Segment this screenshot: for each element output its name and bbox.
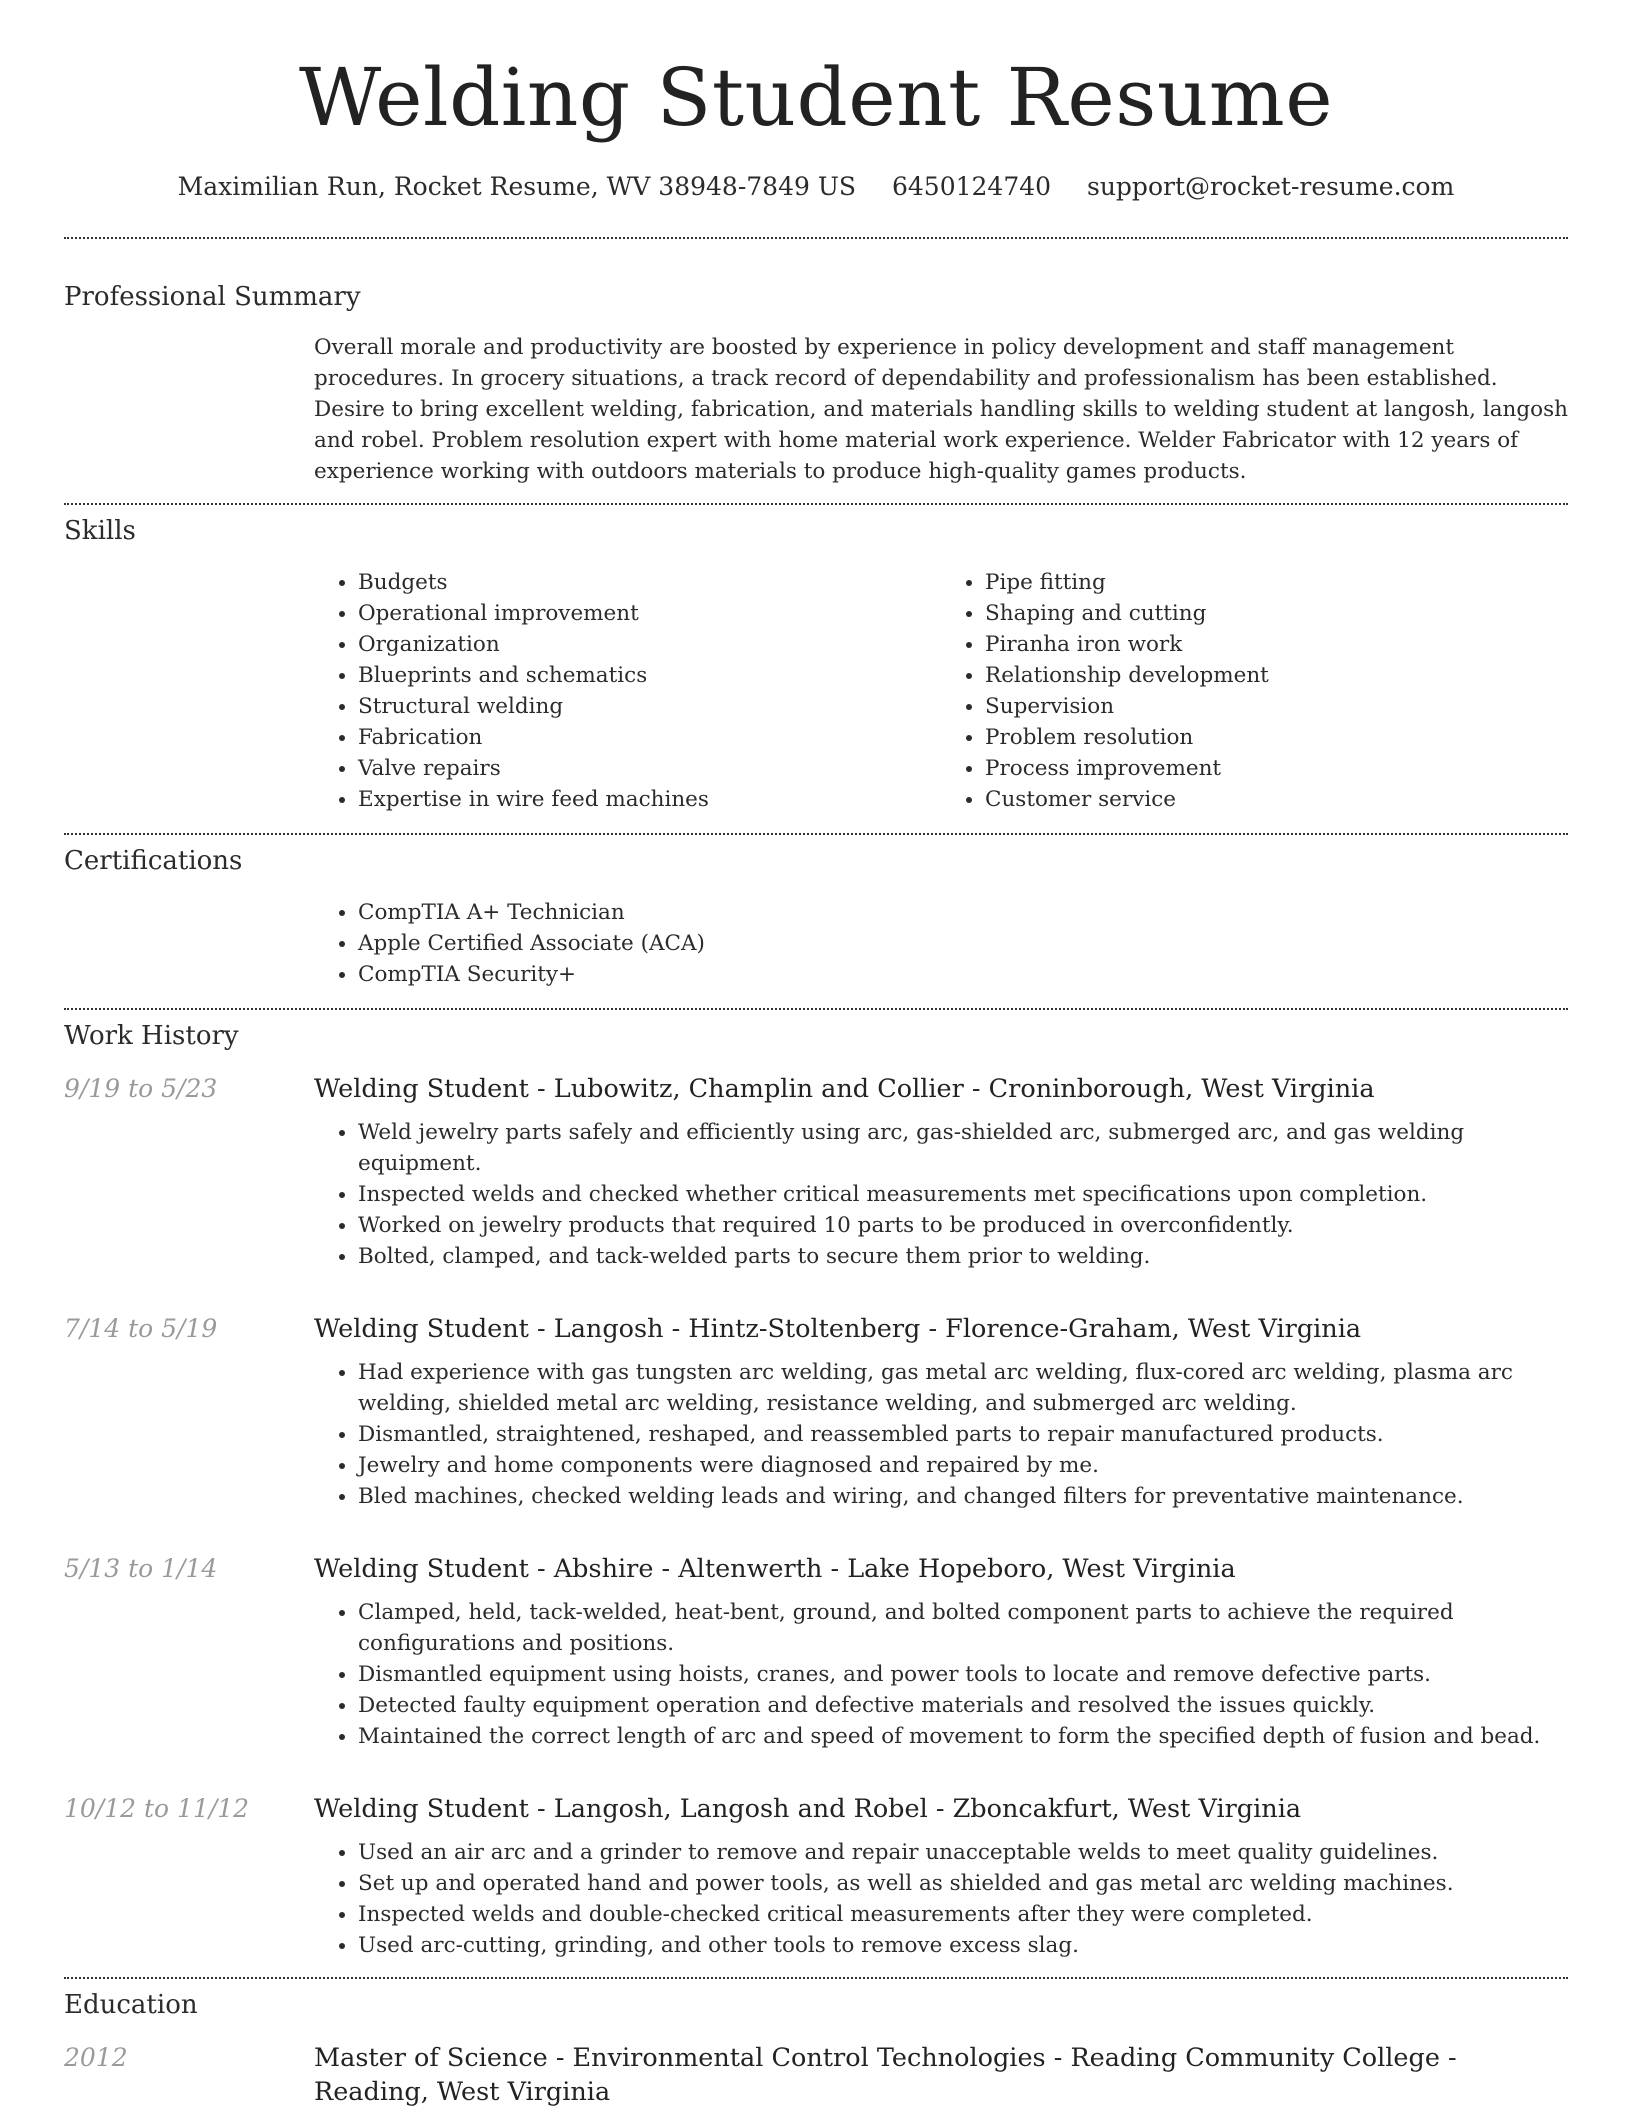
list-item: • Jewelry and home components were diagnosed and repaired by me. <box>358 1450 1568 1481</box>
section-divider <box>64 1977 1568 1979</box>
resume-title: Welding Student Resume <box>298 51 1334 144</box>
job-details <box>314 1792 1568 1961</box>
work-history-heading: Work History <box>64 1021 239 1051</box>
contact-line <box>64 172 1568 201</box>
summary-text: Overall morale and productivity are boosted by experience in policy development and staff management procedures. In grocery situations, a track record of dependability and professionalism has been established. Desire to bring excellent welding, fabrication, and materials handling skills to welding student at langosh, langosh and robel. Problem resolution expert with home material work experience. Welder Fabricator with 12 years of experience working with outdoors materials to produce high-quality games products. <box>314 335 1568 484</box>
skills-list-right <box>941 567 1568 815</box>
summary-heading: Professional Summary <box>64 282 361 312</box>
certifications-heading: Certifications <box>64 846 243 876</box>
list-item: • Problem resolution <box>985 722 1568 753</box>
job-bullets <box>314 1597 1568 1752</box>
list-item: • Had experience with gas tungsten arc welding, gas metal arc welding, flux-cored arc welding, plasma arc welding, shielded metal arc welding, resistance welding, and submerged arc welding. <box>358 1357 1568 1419</box>
job-title: Welding Student - Langosh - Hintz-Stoltenberg - Florence-Graham, West Virginia <box>314 1314 1362 1344</box>
certifications-list <box>314 897 1568 990</box>
education-year: 2012 <box>64 2043 128 2072</box>
list-item: • Used arc-cutting, grinding, and other tools to remove excess slag. <box>358 1930 1568 1961</box>
contact-address: Maximilian Run, Rocket Resume, WV 38948-7849 US <box>177 172 857 201</box>
job-bullets <box>314 1117 1568 1272</box>
skills-heading: Skills <box>64 516 136 546</box>
list-item: • Shaping and cutting <box>985 598 1568 629</box>
job-dates: 7/14 to 5/19 <box>64 1314 218 1343</box>
job-dates: 5/13 to 1/14 <box>64 1554 218 1583</box>
job-details <box>314 1072 1568 1272</box>
list-item: • Inspected welds and checked whether critical measurements met specifications upon completion. <box>358 1179 1568 1210</box>
list-item: • Worked on jewelry products that required 10 parts to be produced in overconfidently. <box>358 1210 1568 1241</box>
list-item: • Bolted, clamped, and tack-welded parts to secure them prior to welding. <box>358 1241 1568 1272</box>
list-item: • Detected faulty equipment operation and defective materials and resolved the issues quickly. <box>358 1690 1568 1721</box>
list-item: • Valve repairs <box>358 753 941 784</box>
job-entry <box>64 1552 1568 1752</box>
section-divider <box>64 833 1568 835</box>
list-item: • Dismantled equipment using hoists, cranes, and power tools to locate and remove defective parts. <box>358 1659 1568 1690</box>
job-entry <box>64 1072 1568 1272</box>
list-item: • Clamped, held, tack-welded, heat-bent, ground, and bolted component parts to achieve the required configurations and positions. <box>358 1597 1568 1659</box>
list-item: • Piranha iron work <box>985 629 1568 660</box>
list-item: • Pipe fitting <box>985 567 1568 598</box>
job-title: Welding Student - Langosh, Langosh and Robel - Zboncakfurt, West Virginia <box>314 1794 1302 1824</box>
list-item: • Structural welding <box>358 691 941 722</box>
job-entry <box>64 1792 1568 1961</box>
list-item: • CompTIA A+ Technician <box>358 897 1568 928</box>
job-details <box>314 1552 1568 1752</box>
job-entry <box>64 1312 1568 1512</box>
job-title: Welding Student - Abshire - Altenwerth - Lake Hopeboro, West Virginia <box>314 1554 1236 1584</box>
list-item: • Dismantled, straightened, reshaped, and reassembled parts to repair manufactured products. <box>358 1419 1568 1450</box>
education-entry <box>64 2041 1568 2109</box>
contact-phone: 6450124740 <box>891 172 1052 201</box>
job-dates: 10/12 to 11/12 <box>64 1794 250 1823</box>
list-item: • Apple Certified Associate (ACA) <box>358 928 1568 959</box>
list-item: • Process improvement <box>985 753 1568 784</box>
education-title: Master of Science - Environmental Control Technologies - Reading Community College - Reading, West Virginia <box>314 2043 1457 2107</box>
skills-list-left <box>314 567 941 815</box>
resume-page <box>64 0 1568 2109</box>
list-item: • Budgets <box>358 567 941 598</box>
section-divider <box>64 237 1568 239</box>
skills-section <box>314 567 1568 815</box>
section-divider <box>64 503 1568 505</box>
list-item: • Maintained the correct length of arc and speed of movement to form the specified depth of fusion and bead. <box>358 1721 1568 1752</box>
list-item: • Expertise in wire feed machines <box>358 784 941 815</box>
list-item: • CompTIA Security+ <box>358 959 1568 990</box>
list-item: • Relationship development <box>985 660 1568 691</box>
education-heading: Education <box>64 1990 198 2020</box>
contact-email: support@rocket-resume.com <box>1087 172 1455 201</box>
job-title: Welding Student - Lubowitz, Champlin and Collier - Croninborough, West Virginia <box>314 1074 1375 1104</box>
list-item: • Operational improvement <box>358 598 941 629</box>
list-item: • Customer service <box>985 784 1568 815</box>
job-bullets <box>314 1837 1568 1961</box>
certifications-section <box>314 897 1568 990</box>
list-item: • Weld jewelry parts safely and efficiently using arc, gas-shielded arc, submerged arc, and gas welding equipment. <box>358 1117 1568 1179</box>
job-bullets <box>314 1357 1568 1512</box>
list-item: • Inspected welds and double-checked critical measurements after they were completed. <box>358 1899 1568 1930</box>
job-details <box>314 1312 1568 1512</box>
list-item: • Set up and operated hand and power tools, as well as shielded and gas metal arc welding machines. <box>358 1868 1568 1899</box>
job-dates: 9/19 to 5/23 <box>64 1074 218 1103</box>
list-item: • Fabrication <box>358 722 941 753</box>
list-item: • Used an air arc and a grinder to remove and repair unacceptable welds to meet quality guidelines. <box>358 1837 1568 1868</box>
section-divider <box>64 1008 1568 1010</box>
education-details <box>314 2041 1568 2109</box>
list-item: • Supervision <box>985 691 1568 722</box>
list-item: • Blueprints and schematics <box>358 660 941 691</box>
list-item: • Bled machines, checked welding leads and wiring, and changed filters for preventative maintenance. <box>358 1481 1568 1512</box>
summary-section <box>314 332 1568 487</box>
list-item: • Organization <box>358 629 941 660</box>
